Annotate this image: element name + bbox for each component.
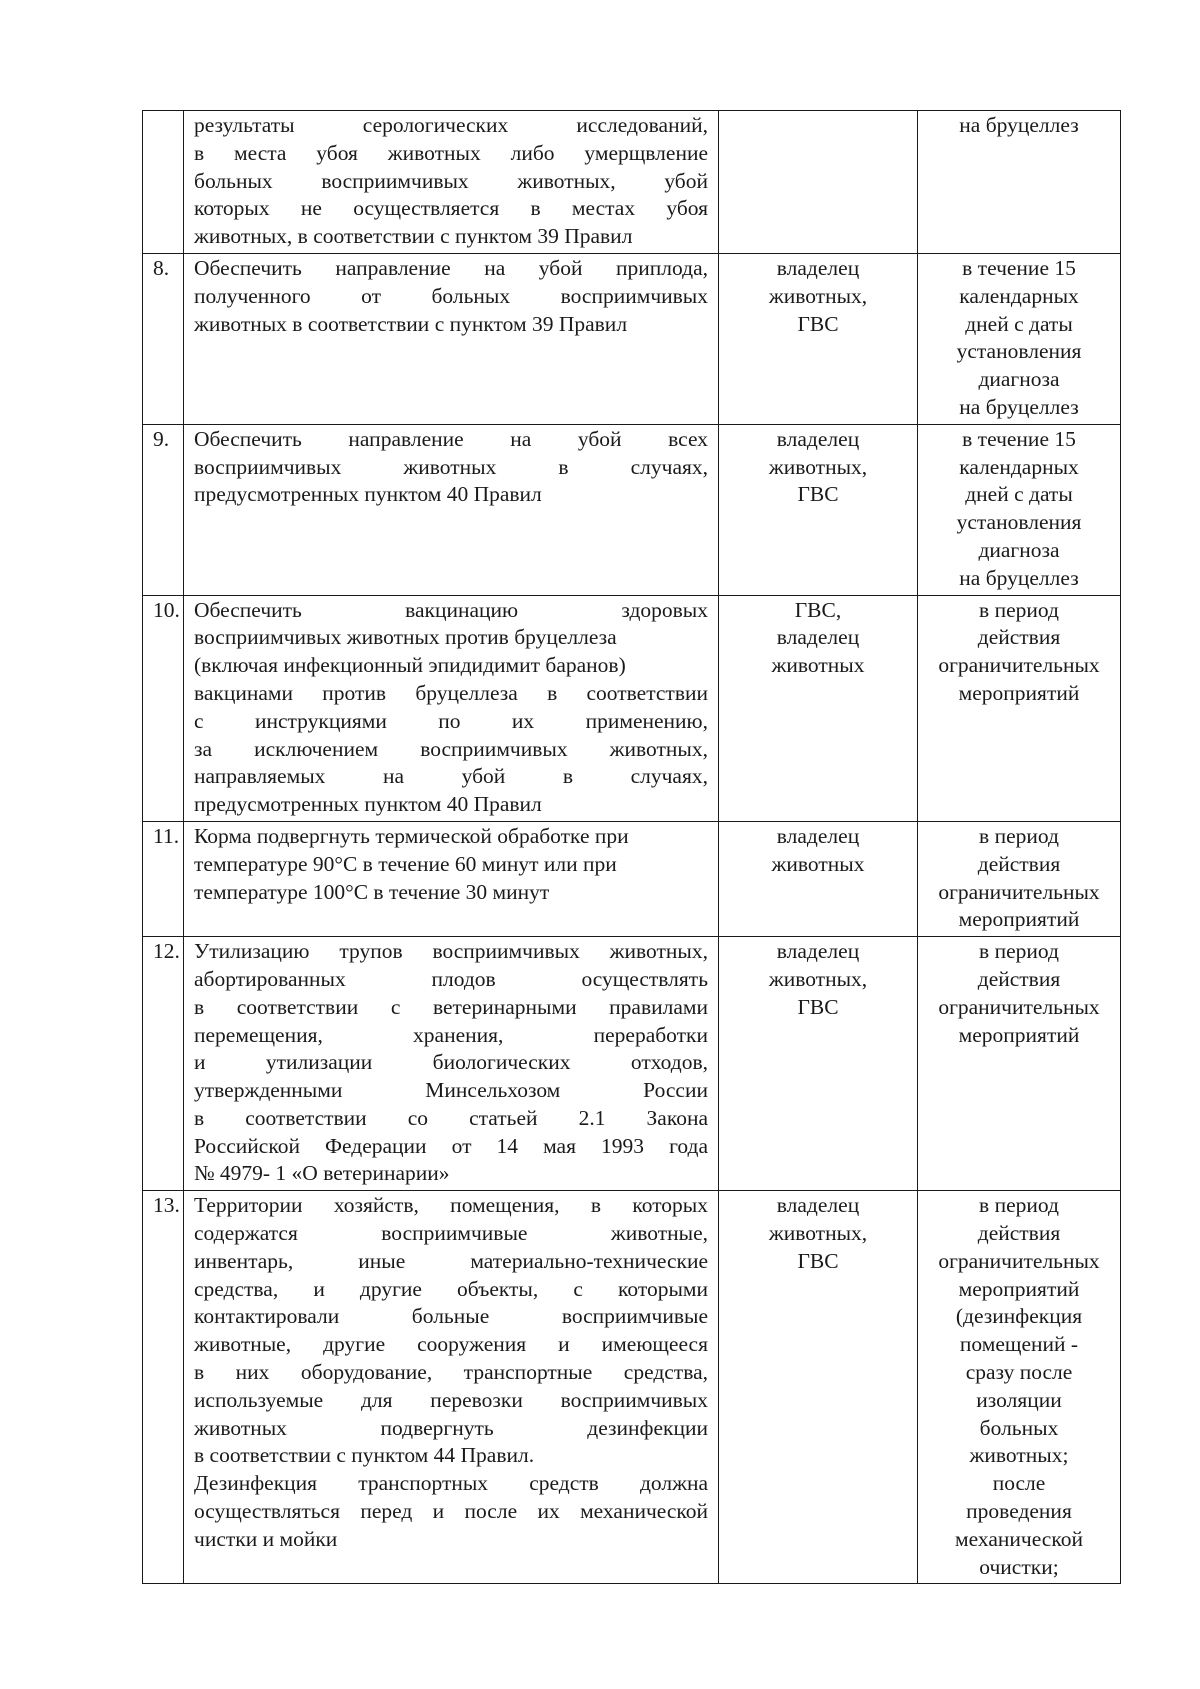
- measure-text-line: полученного от больных восприимчивых: [194, 283, 708, 308]
- measure-text-line: в соответствии с пунктом 44 Правил.: [194, 1443, 535, 1468]
- responsible-text-line: ГВС: [797, 994, 839, 1019]
- deadline-text-line: диагноза: [978, 367, 1060, 392]
- measure-description: [184, 111, 719, 254]
- table-row: [143, 937, 1121, 1191]
- deadline-text-line: механической: [955, 1526, 1083, 1551]
- deadline-text-line: проведения: [966, 1499, 1072, 1524]
- measure-text-line: за исключением восприимчивых животных,: [194, 736, 708, 761]
- deadline-text-line: ограничительных: [938, 1248, 1100, 1273]
- table-row: [143, 424, 1121, 595]
- deadline-text-line: на бруцеллез: [959, 394, 1079, 419]
- responsible-text-line: владелец: [776, 255, 860, 280]
- deadline-text-line: диагноза: [978, 537, 1060, 562]
- deadline-text-line: сразу после: [965, 1360, 1073, 1385]
- responsible-party: [719, 1191, 918, 1584]
- measure-text-line: Территории хозяйств, помещения, в которых: [194, 1193, 708, 1218]
- deadline-text-line: календарных: [959, 454, 1079, 479]
- responsible-text-line: животных,: [768, 283, 868, 308]
- deadline: [918, 1191, 1121, 1584]
- deadline-text-line: ограничительных: [938, 994, 1100, 1019]
- responsible-party: [719, 424, 918, 595]
- responsible-text-line: владелец: [776, 939, 860, 964]
- measures-table: [142, 110, 1121, 1584]
- deadline-text-line: очистки;: [979, 1554, 1059, 1579]
- measure-text-line: Российской Федерации от 14 мая 1993 года: [194, 1133, 708, 1158]
- deadline-text-line: мероприятий: [958, 907, 1080, 932]
- table-row: [143, 821, 1121, 936]
- measure-description: [184, 595, 719, 821]
- measure-text-line: инвентарь, иные материально-технические: [194, 1248, 708, 1273]
- deadline-text-line: установления: [956, 510, 1082, 535]
- responsible-text-line: ГВС: [797, 311, 839, 336]
- responsible-text-line: владелец: [776, 823, 860, 848]
- measure-text-line: контактировали больные восприимчивые: [194, 1304, 708, 1329]
- deadline: [918, 937, 1121, 1191]
- measure-text-line: Корма подвергнуть термической обработке при: [194, 823, 629, 848]
- measure-text-line: больных восприимчивых животных, убой: [194, 168, 708, 193]
- measure-text-line: температуре 90°С в течение 60 минут или при: [194, 851, 617, 876]
- deadline-text-line: в период: [979, 1193, 1059, 1218]
- measure-text-line: (включая инфекционный эпидидимит баранов): [194, 653, 626, 678]
- measure-description: [184, 424, 719, 595]
- responsible-party: [719, 111, 918, 254]
- measure-description: [184, 937, 719, 1191]
- measure-text-line: абортированных плодов осуществлять: [194, 966, 708, 991]
- measure-text-line: с инструкциями по их применению,: [194, 708, 708, 733]
- measure-text-line: результаты серологических исследований,: [194, 113, 708, 137]
- measure-text-line: которых не осуществляется в местах убоя: [194, 196, 708, 221]
- deadline-text-line: дней с даты: [965, 482, 1073, 507]
- deadline-text-line: в период: [979, 939, 1059, 964]
- row-number: 12.: [143, 937, 184, 1191]
- responsible-party: [719, 595, 918, 821]
- row-number: 13.: [143, 1191, 184, 1584]
- table-row: [143, 1191, 1121, 1584]
- row-number: 9.: [143, 424, 184, 595]
- measure-description: [184, 821, 719, 936]
- responsible-text-line: животных,: [768, 454, 868, 479]
- deadline: [918, 821, 1121, 936]
- responsible-text-line: ГВС: [797, 1248, 839, 1273]
- deadline-text-line: мероприятий: [958, 1276, 1080, 1301]
- table-row: [143, 253, 1121, 424]
- responsible-text-line: владелец: [776, 625, 860, 650]
- row-number: 8.: [143, 253, 184, 424]
- deadline: [918, 595, 1121, 821]
- measure-text-line: животные, другие сооружения и имеющееся: [194, 1332, 708, 1357]
- deadline-text-line: календарных: [959, 283, 1079, 308]
- measure-text-line: Дезинфекция транспортных средств должна: [194, 1471, 708, 1496]
- measure-text-line: Обеспечить вакцинацию здоровых: [194, 597, 708, 622]
- measure-text-line: животных в соответствии с пунктом 39 Правил: [194, 311, 628, 336]
- deadline-text-line: действия: [977, 851, 1061, 876]
- measure-description: [184, 253, 719, 424]
- responsible-text-line: ГВС: [797, 482, 839, 507]
- responsible-text-line: владелец: [776, 1193, 860, 1218]
- responsible-party: [719, 937, 918, 1191]
- deadline-text-line: установления: [956, 339, 1082, 364]
- deadline: [918, 253, 1121, 424]
- deadline-text-line: действия: [977, 625, 1061, 650]
- deadline-text-line: на бруцеллез: [959, 565, 1079, 590]
- measure-text-line: в них оборудование, транспортные средства,: [194, 1360, 708, 1385]
- measure-text-line: утвержденными Минсельхозом России: [194, 1078, 708, 1103]
- measure-text-line: животных подвергнуть дезинфекции: [194, 1415, 708, 1440]
- deadline-text-line: дней с даты: [965, 311, 1073, 336]
- measure-text-line: предусмотренных пунктом 40 Правил: [194, 792, 542, 817]
- deadline-text-line: на бруцеллез: [959, 113, 1079, 137]
- measure-text-line: и утилизации биологических отходов,: [194, 1050, 708, 1075]
- responsible-party: [719, 821, 918, 936]
- deadline-text-line: действия: [977, 966, 1061, 991]
- row-number: 11.: [143, 821, 184, 936]
- table-row: [143, 595, 1121, 821]
- measure-text-line: используемые для перевозки восприимчивых: [194, 1387, 708, 1412]
- table-row: [143, 111, 1121, 254]
- row-number: [143, 111, 184, 254]
- deadline-text-line: помещений -: [959, 1332, 1079, 1357]
- measure-text-line: в соответствии со статьей 2.1 Закона: [194, 1105, 708, 1130]
- deadline: [918, 424, 1121, 595]
- measure-text-line: средства, и другие объекты, с которыми: [194, 1276, 708, 1301]
- responsible-text-line: животных,: [768, 1221, 868, 1246]
- deadline-text-line: больных: [979, 1415, 1059, 1440]
- row-number: 10.: [143, 595, 184, 821]
- deadline: [918, 111, 1121, 254]
- measure-text-line: чистки и мойки: [194, 1526, 338, 1551]
- measure-text-line: направляемых на убой в случаях,: [194, 764, 708, 789]
- measure-description: [184, 1191, 719, 1584]
- responsible-party: [719, 253, 918, 424]
- measure-text-line: вакцинами против бруцеллеза в соответствии: [194, 680, 708, 705]
- deadline-text-line: изоляции: [976, 1387, 1062, 1412]
- deadline-text-line: животных;: [969, 1443, 1069, 1468]
- measure-text-line: животных, в соответствии с пунктом 39 Правил: [194, 224, 633, 249]
- responsible-text-line: животных,: [768, 966, 868, 991]
- measure-text-line: Утилизацию трупов восприимчивых животных,: [194, 939, 708, 964]
- deadline-text-line: действия: [977, 1221, 1061, 1246]
- measure-text-line: осуществляться перед и после их механической: [194, 1499, 708, 1524]
- deadline-text-line: мероприятий: [958, 1022, 1080, 1047]
- deadline-text-line: ограничительных: [938, 653, 1100, 678]
- measure-text-line: в соответствии с ветеринарными правилами: [194, 994, 708, 1019]
- measure-text-line: предусмотренных пунктом 40 Правил: [194, 482, 542, 507]
- measure-text-line: № 4979- 1 «О ветеринарии»: [194, 1161, 450, 1186]
- measure-text-line: Обеспечить направление на убой приплода,: [194, 255, 708, 280]
- deadline-text-line: после: [992, 1471, 1046, 1496]
- deadline-text-line: в течение 15: [962, 426, 1076, 451]
- measure-text-line: восприимчивых животных против бруцеллеза: [194, 625, 617, 650]
- measure-text-line: перемещения, хранения, переработки: [194, 1022, 708, 1047]
- deadline-text-line: в течение 15: [962, 255, 1076, 280]
- deadline-text-line: (дезинфекция: [955, 1304, 1083, 1329]
- measure-text-line: температуре 100°С в течение 30 минут: [194, 879, 550, 904]
- measure-text-line: Обеспечить направление на убой всех: [194, 426, 708, 451]
- responsible-text-line: владелец: [776, 426, 860, 451]
- measure-text-line: восприимчивых животных в случаях,: [194, 454, 708, 479]
- deadline-text-line: в период: [979, 597, 1059, 622]
- responsible-text-line: животных: [771, 851, 865, 876]
- responsible-text-line: животных: [771, 653, 865, 678]
- responsible-text-line: ГВС,: [794, 597, 842, 622]
- measure-text-line: в места убоя животных либо умерщвление: [194, 140, 708, 165]
- deadline-text-line: мероприятий: [958, 680, 1080, 705]
- measure-text-line: содержатся восприимчивые животные,: [194, 1221, 708, 1246]
- deadline-text-line: ограничительных: [938, 879, 1100, 904]
- deadline-text-line: в период: [979, 823, 1059, 848]
